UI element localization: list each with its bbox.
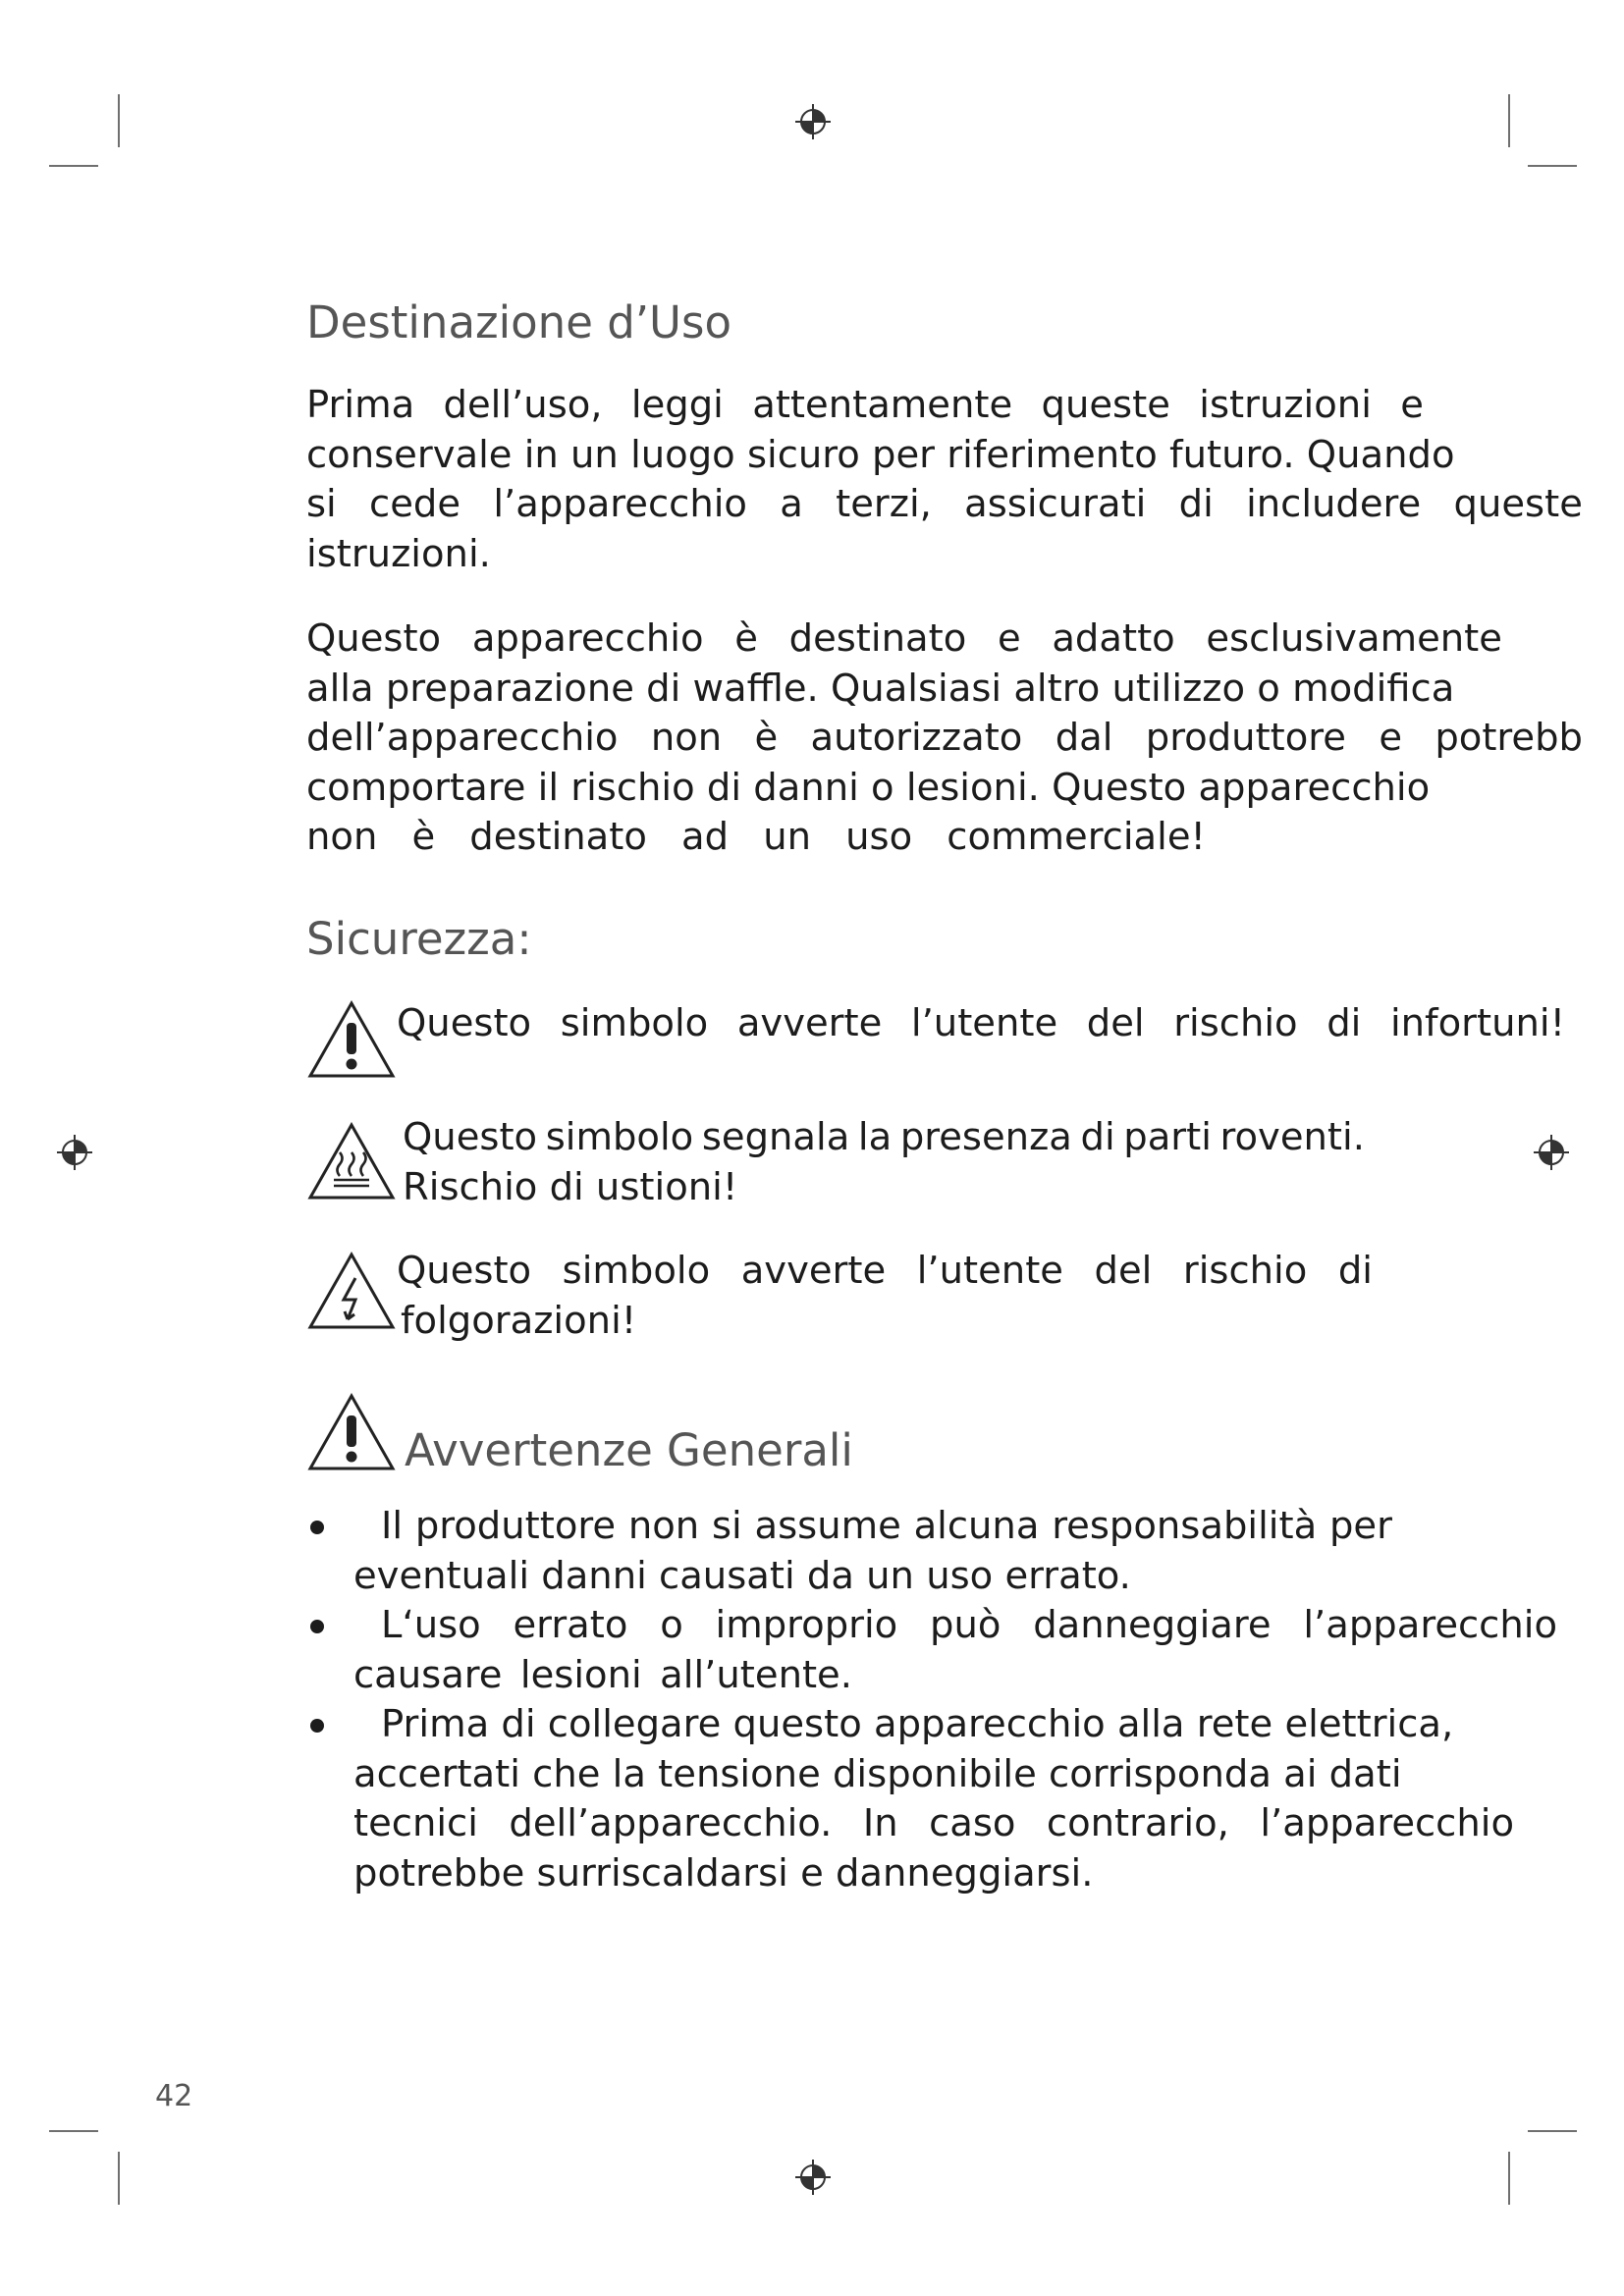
text-line: dell’apparecchio non è autorizzato dal produttore e potrebb bbox=[306, 716, 1583, 760]
list-item bbox=[306, 1502, 1557, 1601]
crop-mark-bottom-right-v bbox=[1508, 2152, 1510, 2205]
safety-symbol-text bbox=[403, 1113, 1365, 1212]
intended-use-paragraph-1 bbox=[306, 381, 1583, 579]
text-line: Prima dell’uso, leggi attentamente queste istruzioni e bbox=[306, 383, 1424, 427]
text-line: potrebbe surriscaldarsi e danneggiarsi. bbox=[353, 1850, 1094, 1896]
text-line: comportare il rischio di danni o lesioni. Questo apparecchio bbox=[306, 765, 1431, 810]
warning-exclamation-icon bbox=[306, 999, 397, 1080]
text-line: istruzioni. bbox=[306, 531, 491, 576]
text-line: Questo simbolo segnala la presenza di parti roventi. bbox=[403, 1115, 1365, 1159]
text-line: Prima di collegare questo apparecchio alla rete elettrica, bbox=[381, 1702, 1454, 1746]
text-line: accertati che la tensione disponibile corrisponda ai dati bbox=[353, 1751, 1402, 1796]
text-line: Il produttore non si assume alcuna responsabilità per bbox=[381, 1504, 1392, 1548]
registration-mark-icon bbox=[793, 102, 833, 141]
crop-mark-top-right-v bbox=[1508, 94, 1510, 147]
intended-use-paragraph-2 bbox=[306, 614, 1583, 863]
safety-symbol-text bbox=[397, 1247, 1373, 1346]
text-line: Rischio di ustioni! bbox=[403, 1164, 738, 1209]
registration-mark-icon bbox=[1532, 1133, 1571, 1172]
general-warnings-list bbox=[306, 1502, 1557, 1898]
text-line: eventuali danni causati da un uso errato. bbox=[353, 1553, 1131, 1598]
text-line: folgorazioni! bbox=[401, 1298, 637, 1343]
text-line: L‘uso errato o improprio può danneggiare l’apparecchio bbox=[381, 1603, 1557, 1647]
text-line: conservale in un luogo sicuro per riferimento futuro. Quando bbox=[306, 432, 1455, 477]
registration-mark-icon bbox=[793, 2158, 833, 2197]
text-line: si cede l’apparecchio a terzi, assicurati di includere queste bbox=[306, 482, 1583, 526]
section-title-safety: Sicurezza: bbox=[306, 913, 532, 965]
page-number: 42 bbox=[155, 2079, 193, 2113]
warning-exclamation-icon bbox=[306, 1392, 397, 1472]
hot-surface-icon bbox=[306, 1121, 397, 1201]
crop-mark-bottom-right-h bbox=[1528, 2130, 1577, 2132]
crop-mark-bottom-left-h bbox=[49, 2130, 98, 2132]
list-item bbox=[306, 1601, 1557, 1700]
crop-mark-top-left-h bbox=[49, 165, 98, 167]
bullet-icon bbox=[310, 1521, 324, 1534]
crop-mark-bottom-left-v bbox=[118, 2152, 120, 2205]
text-line: causare lesioni all’utente. bbox=[353, 1652, 852, 1697]
registration-mark-icon bbox=[55, 1133, 94, 1172]
safety-symbol-row bbox=[306, 1247, 1373, 1346]
bullet-icon bbox=[310, 1719, 324, 1733]
safety-symbol-text: Questo simbolo avverte l’utente del rischio di infortuni! bbox=[397, 1001, 1565, 1045]
safety-symbol-row bbox=[306, 1113, 1365, 1212]
list-item bbox=[306, 1700, 1557, 1898]
crop-mark-top-left-v bbox=[118, 94, 120, 147]
text-line: alla preparazione di waffle. Qualsiasi altro utilizzo o modifica bbox=[306, 666, 1455, 711]
electric-shock-icon bbox=[306, 1251, 397, 1331]
section-title-intended-use: Destinazione d’Uso bbox=[306, 296, 731, 348]
bullet-icon bbox=[310, 1620, 324, 1633]
section-title-general-warnings: Avvertenze Generali bbox=[405, 1424, 853, 1476]
text-line: Questo simbolo avverte l’utente del rischio di bbox=[397, 1249, 1373, 1293]
crop-mark-top-right-h bbox=[1528, 165, 1577, 167]
safety-symbol-row bbox=[306, 999, 1565, 1080]
text-line: Questo apparecchio è destinato e adatto esclusivamente bbox=[306, 616, 1502, 661]
text-line: non è destinato ad un uso commerciale! bbox=[306, 815, 1206, 859]
text-line: tecnici dell’apparecchio. In caso contrario, l’apparecchio bbox=[353, 1801, 1514, 1845]
general-warnings-heading bbox=[306, 1392, 853, 1476]
